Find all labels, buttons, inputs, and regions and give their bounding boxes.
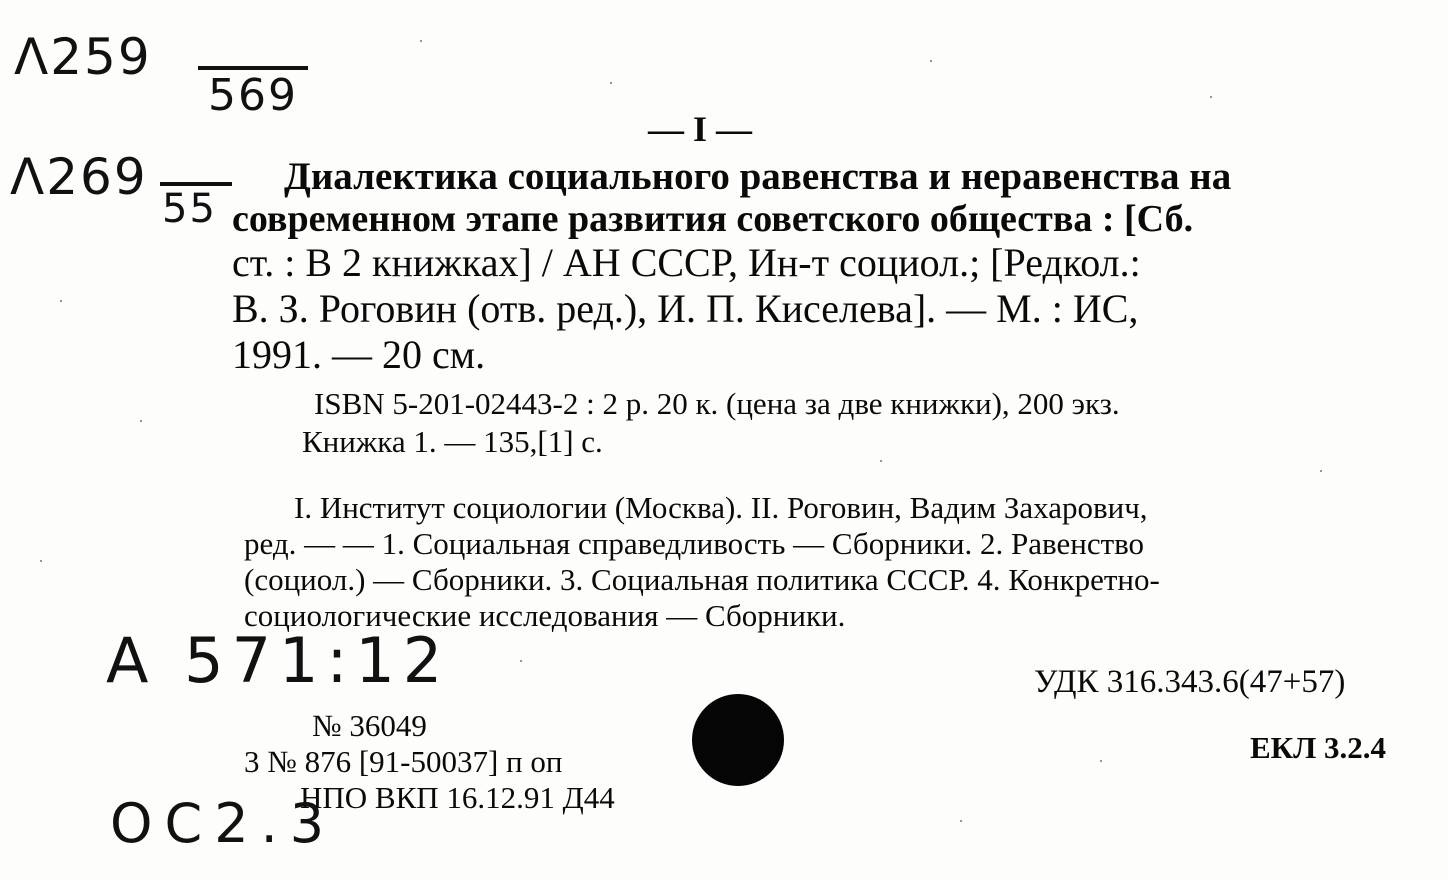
title-line-4: В. З. Роговин (отв. ред.), И. П. Киселева]. — М. : ИС, <box>232 286 1139 331</box>
scan-speck <box>420 40 422 42</box>
isbn-line: ISBN 5-201-02443-2 : 2 р. 20 к. (цена за две книжки), 200 экз. <box>314 386 1120 421</box>
title-line-3: ст. : В 2 книжках] / АН СССР, Ин-т социол.; [Редкол.: <box>232 240 1141 285</box>
subjects-line-4: социологические исследования — Сборники. <box>244 598 846 633</box>
scan-speck <box>60 300 62 302</box>
scan-speck <box>1210 96 1212 98</box>
scan-speck <box>880 460 882 462</box>
scan-speck <box>140 420 142 422</box>
scan-speck <box>1100 760 1102 762</box>
scan-speck <box>520 660 522 662</box>
subjects-line-1: I. Институт социологии (Москва). II. Роговин, Вадим Захарович, <box>294 490 1148 525</box>
scan-speck <box>960 820 962 822</box>
imprint-line-3: НПО ВКП 16.12.91 Д44 <box>300 780 615 815</box>
shelf-mark-1: Λ259 <box>14 28 152 86</box>
scan-speck <box>610 82 612 84</box>
scan-speck <box>930 60 932 62</box>
handwritten-code-a: А 571:12 <box>106 624 451 697</box>
handwritten-code-bottom: ОС2.3 <box>110 792 337 855</box>
shelf-mark-2: Λ269 <box>10 148 148 206</box>
subjects-line-2: ред. — — 1. Социальная справедливость — Сборники. 2. Равенство <box>244 526 1145 561</box>
title-line-5: 1991. — 20 см. <box>232 332 486 377</box>
title-line-2: современном этапе развития советского общества : [Сб. <box>232 198 1194 240</box>
scan-speck <box>40 560 42 562</box>
imprint-line-2: 3 № 876 [91-50037] п оп <box>244 744 563 779</box>
scan-speck <box>1320 470 1322 472</box>
punch-hole <box>692 694 784 786</box>
book-line: Книжка 1. — 135,[1] с. <box>302 424 603 459</box>
udk-code: УДК 316.343.6(47+57) <box>1034 664 1346 700</box>
shelf-mark-1-denominator: 569 <box>208 70 298 121</box>
imprint-line-1: № 36049 <box>312 708 427 743</box>
title-line-1: Диалектика социального равенства и неравенства на <box>284 155 1232 198</box>
subjects-line-3: (социол.) — Сборники. 3. Социальная политика СССР. 4. Конкретно- <box>244 562 1160 597</box>
shelf-mark-2-denominator: 55 <box>162 186 217 232</box>
card-number: — I — <box>648 109 753 149</box>
ekl-code: ЕКЛ 3.2.4 <box>1250 730 1387 765</box>
